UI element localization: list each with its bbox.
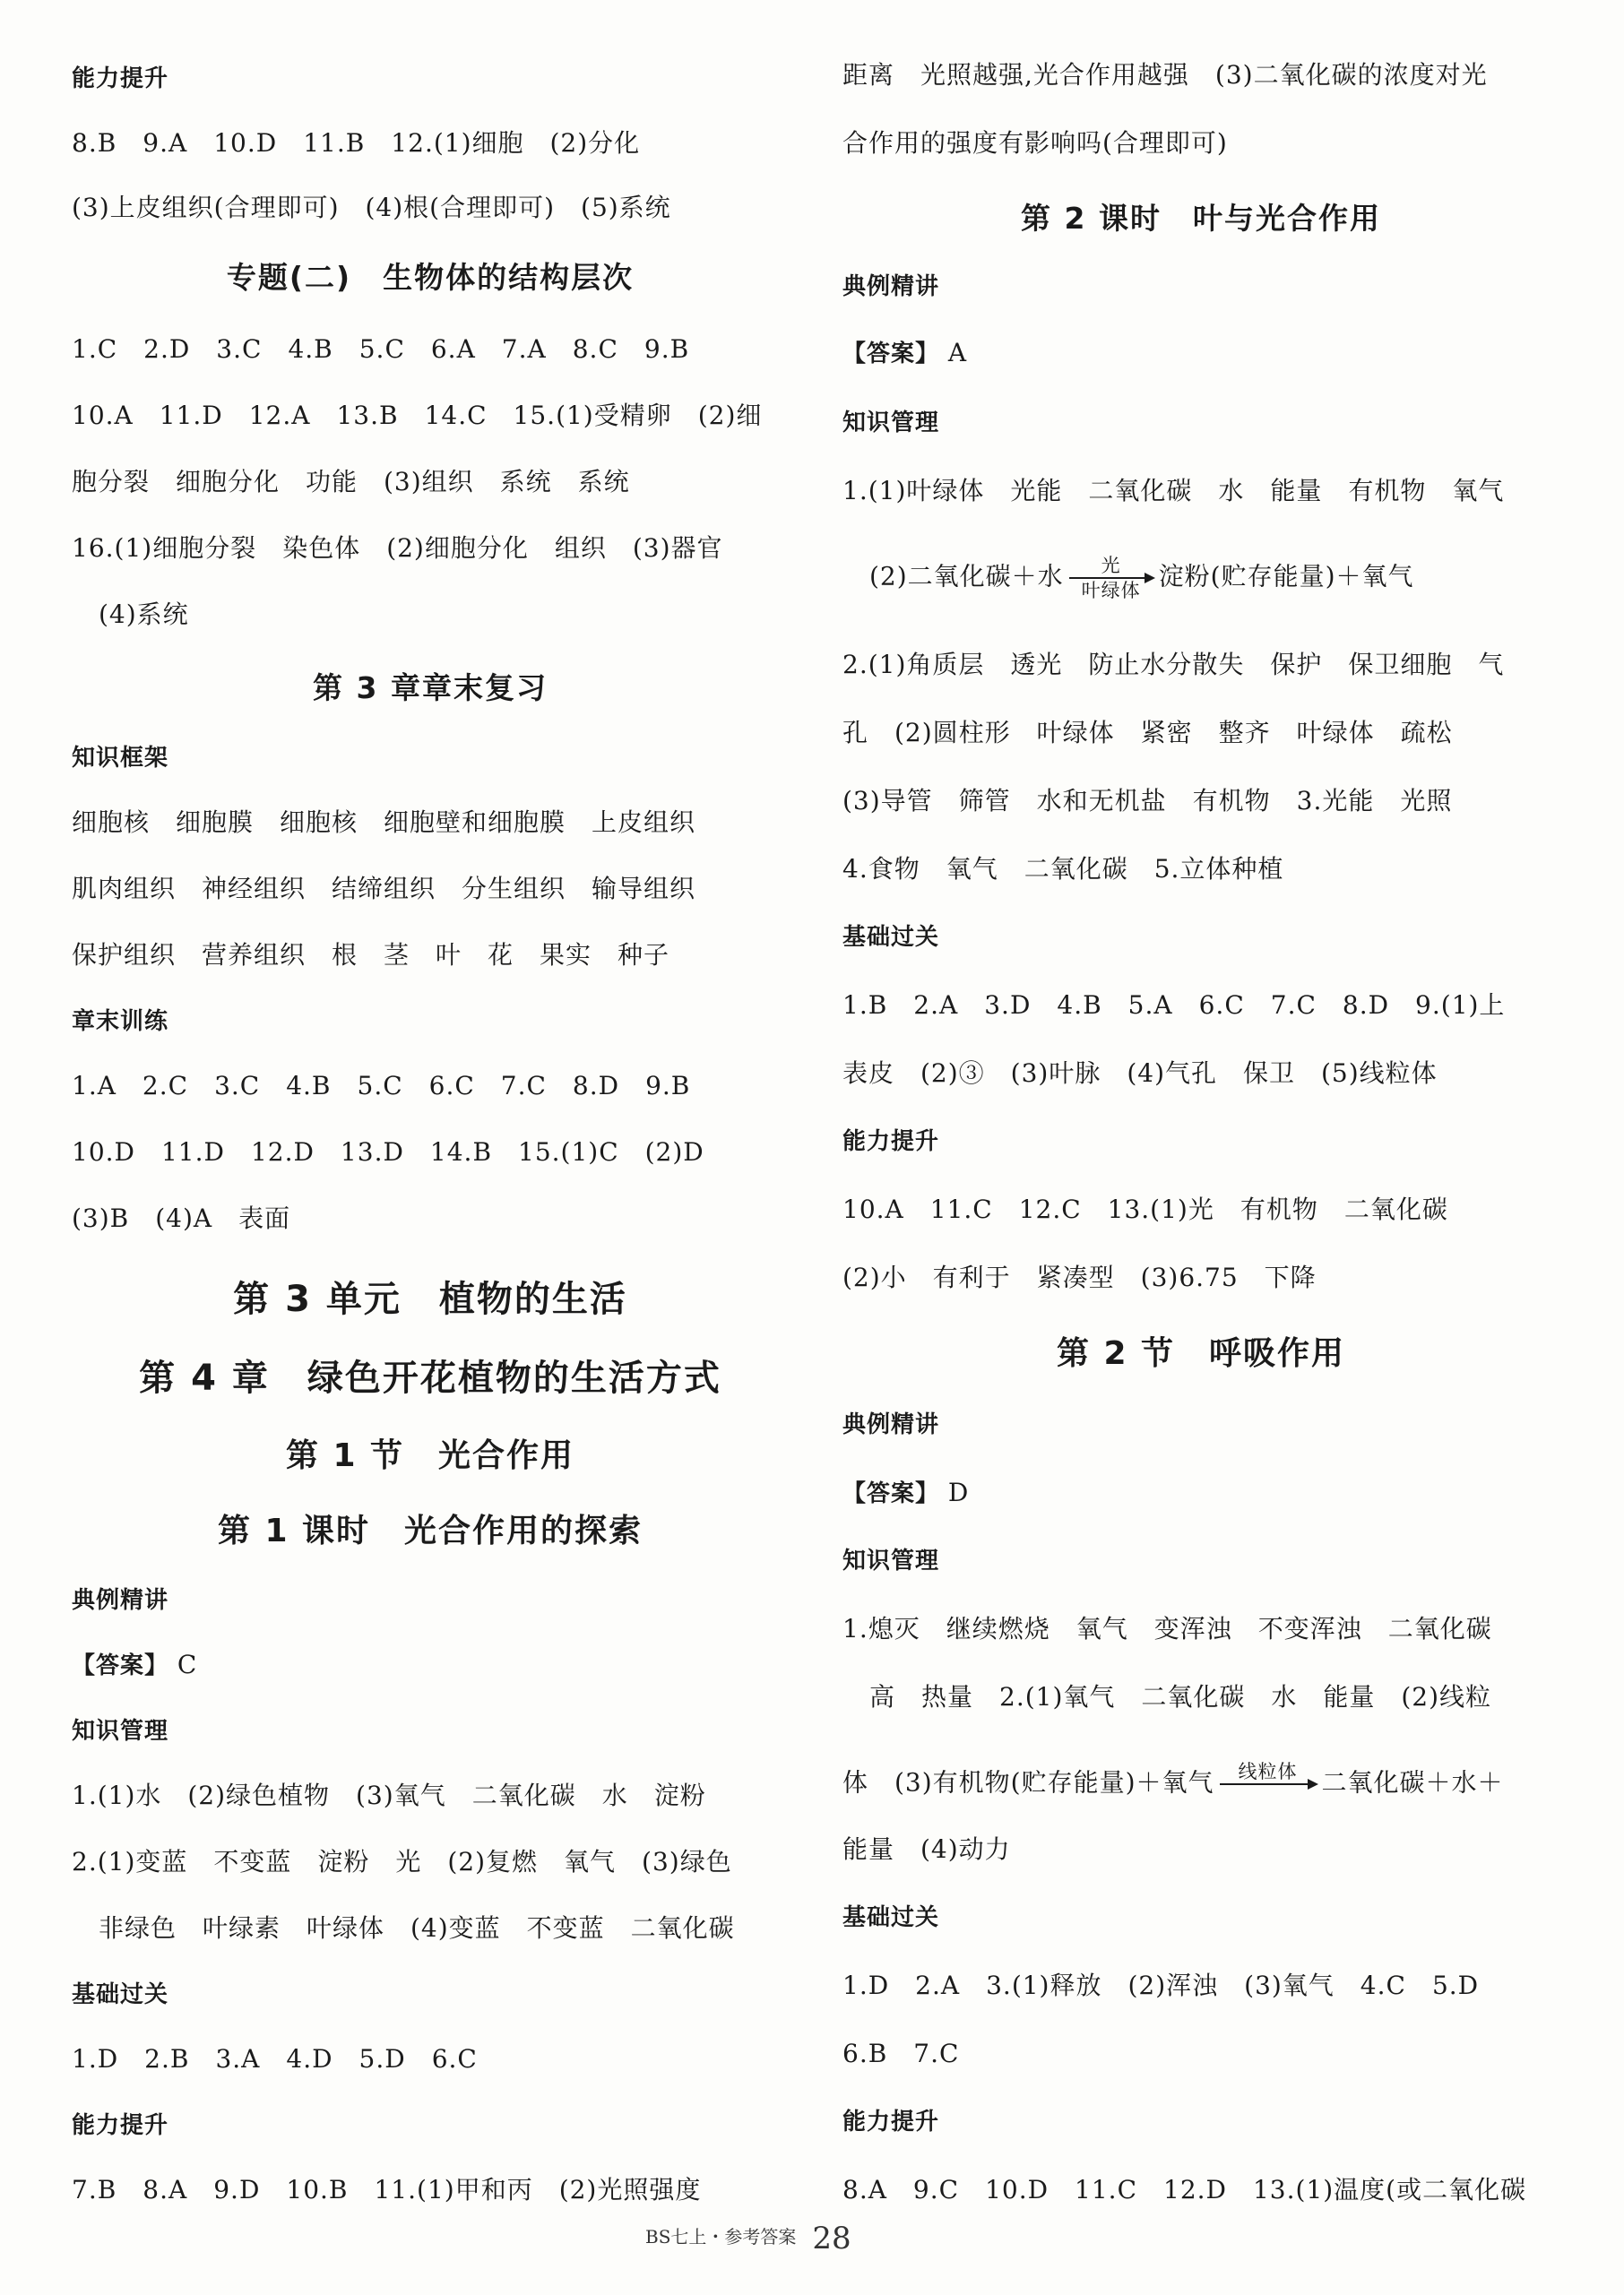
answer-tag: 【答案】 bbox=[842, 341, 940, 367]
equation-products: 淀粉(贮存能量)＋氧气 bbox=[1158, 561, 1414, 591]
answer-line: 16.(1)细胞分裂 染色体 (2)细胞分化 组织 (3)器官 bbox=[72, 533, 723, 563]
answer-line: 1.A 2.C 3.C 4.B 5.C 6.C 7.C 8.D 9.B bbox=[72, 1071, 691, 1100]
photosynthesis-equation bbox=[869, 556, 1414, 600]
answer-line: (2)小 有利于 紧凑型 (3)6.75 下降 bbox=[842, 1263, 1317, 1292]
footer-label: BS七上・参考答案 bbox=[645, 2226, 797, 2248]
answer-line: (3)导管 筛管 水和无机盐 有机物 3.光能 光照 bbox=[842, 786, 1453, 815]
answer-line: 2.(1)变蓝 不变蓝 淀粉 光 (2)复燃 氧气 (3)绿色 bbox=[72, 1847, 732, 1877]
unit-heading: 第 3 单元 植物的生活 bbox=[233, 1279, 627, 1320]
answer-key-line bbox=[842, 335, 967, 372]
answer-line: (3)B (4)A 表面 bbox=[72, 1204, 291, 1233]
arrow-condition-above: 线粒体 bbox=[1238, 1761, 1298, 1782]
answer-line: 孔 (2)圆柱形 叶绿体 紧密 整齐 叶绿体 疏松 bbox=[842, 718, 1453, 747]
section-label: 能力提升 bbox=[842, 2109, 940, 2135]
section-label: 能力提升 bbox=[72, 65, 169, 92]
equation-products: 二氧化碳＋水＋ bbox=[1321, 1767, 1504, 1798]
arrow-icon bbox=[1069, 577, 1153, 579]
answer-line: 6.B 7.C bbox=[842, 2039, 960, 2068]
answer-line: 8.A 9.C 10.D 11.C 12.D 13.(1)温度(或二氧化碳 bbox=[842, 2175, 1527, 2204]
answer-key-line bbox=[842, 1475, 969, 1512]
answer-line: 合作用的强度有影响吗(合理即可) bbox=[842, 128, 1228, 158]
answer-line: 1.D 2.A 3.(1)释放 (2)浑浊 (3)氧气 4.C 5.D bbox=[842, 1971, 1480, 2000]
answer-line: (4)系统 bbox=[99, 600, 189, 629]
answer-line: 10.A 11.C 12.C 13.(1)光 有机物 二氧化碳 bbox=[842, 1195, 1448, 1224]
answer-line: 非绿色 叶绿素 叶绿体 (4)变蓝 不变蓝 二氧化碳 bbox=[99, 1913, 735, 1943]
answer-line: 1.C 2.D 3.C 4.B 5.C 6.A 7.A 8.C 9.B bbox=[72, 334, 690, 364]
section-label: 典例精讲 bbox=[842, 1411, 940, 1438]
answer-line: 10.D 11.D 12.D 13.D 14.B 15.(1)C (2)D bbox=[72, 1137, 704, 1167]
section-label: 章末训练 bbox=[72, 1008, 169, 1035]
answer-value: D bbox=[947, 1478, 970, 1507]
arrow-condition-above: 光 bbox=[1101, 555, 1121, 576]
answer-line: 高 热量 2.(1)氧气 二氧化碳 水 能量 (2)线粒 bbox=[869, 1682, 1492, 1712]
answer-line: 表皮 (2)③ (3)叶脉 (4)气孔 保卫 (5)线粒体 bbox=[842, 1058, 1438, 1088]
section-label: 基础过关 bbox=[842, 1904, 940, 1931]
answer-line: 细胞核 细胞膜 细胞核 细胞壁和细胞膜 上皮组织 bbox=[72, 807, 696, 837]
answer-value: A bbox=[947, 338, 968, 367]
reaction-arrow bbox=[1069, 556, 1153, 600]
answer-key-line bbox=[72, 1647, 197, 1684]
answer-value: C bbox=[177, 1650, 198, 1679]
answer-line: 1.(1)水 (2)绿色植物 (3)氧气 二氧化碳 水 淀粉 bbox=[72, 1781, 706, 1810]
section-label: 能力提升 bbox=[842, 1128, 940, 1155]
answer-line: 8.B 9.A 10.D 11.B 12.(1)细胞 (2)分化 bbox=[72, 128, 641, 158]
chapter-review-heading: 第 3 章章末复习 bbox=[313, 670, 548, 705]
section-label: 基础过关 bbox=[842, 924, 940, 951]
answer-line: 7.B 8.A 9.D 10.B 11.(1)甲和丙 (2)光照强度 bbox=[72, 2175, 702, 2204]
answer-line: 10.A 11.D 12.A 13.B 14.C 15.(1)受精卵 (2)细 bbox=[72, 401, 763, 430]
arrow-icon bbox=[1220, 1783, 1317, 1785]
section-label: 知识管理 bbox=[842, 1548, 940, 1575]
section-label: 基础过关 bbox=[72, 1981, 169, 2008]
topic-heading: 专题(二) 生物体的结构层次 bbox=[226, 260, 635, 295]
lesson-heading: 第 1 课时 光合作用的探索 bbox=[217, 1513, 644, 1549]
equation-reactants: (2)二氧化碳＋水 bbox=[869, 561, 1064, 591]
page-number: 28 bbox=[812, 2221, 851, 2256]
equation-reactants: 体 (3)有机物(贮存能量)＋氧气 bbox=[842, 1767, 1214, 1798]
reaction-arrow bbox=[1220, 1762, 1317, 1807]
section-label: 能力提升 bbox=[72, 2112, 169, 2139]
answer-line: 距离 光照越强,光合作用越强 (3)二氧化碳的浓度对光 bbox=[842, 60, 1488, 90]
answer-line: 胞分裂 细胞分化 功能 (3)组织 系统 系统 bbox=[72, 467, 630, 496]
answer-line: 1.D 2.B 3.A 4.D 5.D 6.C bbox=[72, 2044, 478, 2074]
answer-tag: 【答案】 bbox=[842, 1480, 940, 1507]
answer-line: (3)上皮组织(合理即可) (4)根(合理即可) (5)系统 bbox=[72, 193, 671, 222]
answer-line: 能量 (4)动力 bbox=[842, 1834, 1011, 1864]
answer-line: 保护组织 营养组织 根 茎 叶 花 果实 种子 bbox=[72, 940, 670, 970]
lesson-heading: 第 2 课时 叶与光合作用 bbox=[1021, 201, 1381, 236]
section-label: 知识框架 bbox=[72, 745, 169, 772]
answer-line: 4.食物 氧气 二氧化碳 5.立体种植 bbox=[842, 854, 1284, 884]
answer-line: 1.熄灭 继续燃烧 氧气 变浑浊 不变浑浊 二氧化碳 bbox=[842, 1614, 1492, 1644]
section-heading: 第 1 节 光合作用 bbox=[285, 1437, 575, 1474]
answer-line: 2.(1)角质层 透光 防止水分散失 保护 保卫细胞 气 bbox=[842, 650, 1505, 679]
answer-line: 肌肉组织 神经组织 结缔组织 分生组织 输导组织 bbox=[72, 874, 696, 903]
chapter-heading: 第 4 章 绿色开花植物的生活方式 bbox=[139, 1358, 721, 1399]
section-label: 知识管理 bbox=[72, 1718, 169, 1745]
section-label: 典例精讲 bbox=[72, 1587, 169, 1614]
arrow-condition-below: 叶绿体 bbox=[1081, 580, 1141, 601]
respiration-equation bbox=[842, 1762, 1504, 1807]
answer-tag: 【答案】 bbox=[72, 1652, 169, 1679]
section-heading: 第 2 节 呼吸作用 bbox=[1056, 1335, 1346, 1372]
answer-line: 1.B 2.A 3.D 4.B 5.A 6.C 7.C 8.D 9.(1)上 bbox=[842, 990, 1506, 1020]
section-label: 知识管理 bbox=[842, 410, 940, 436]
section-label: 典例精讲 bbox=[842, 273, 940, 300]
page-footer bbox=[645, 2221, 851, 2256]
answer-line: 1.(1)叶绿体 光能 二氧化碳 水 能量 有机物 氧气 bbox=[842, 476, 1505, 505]
